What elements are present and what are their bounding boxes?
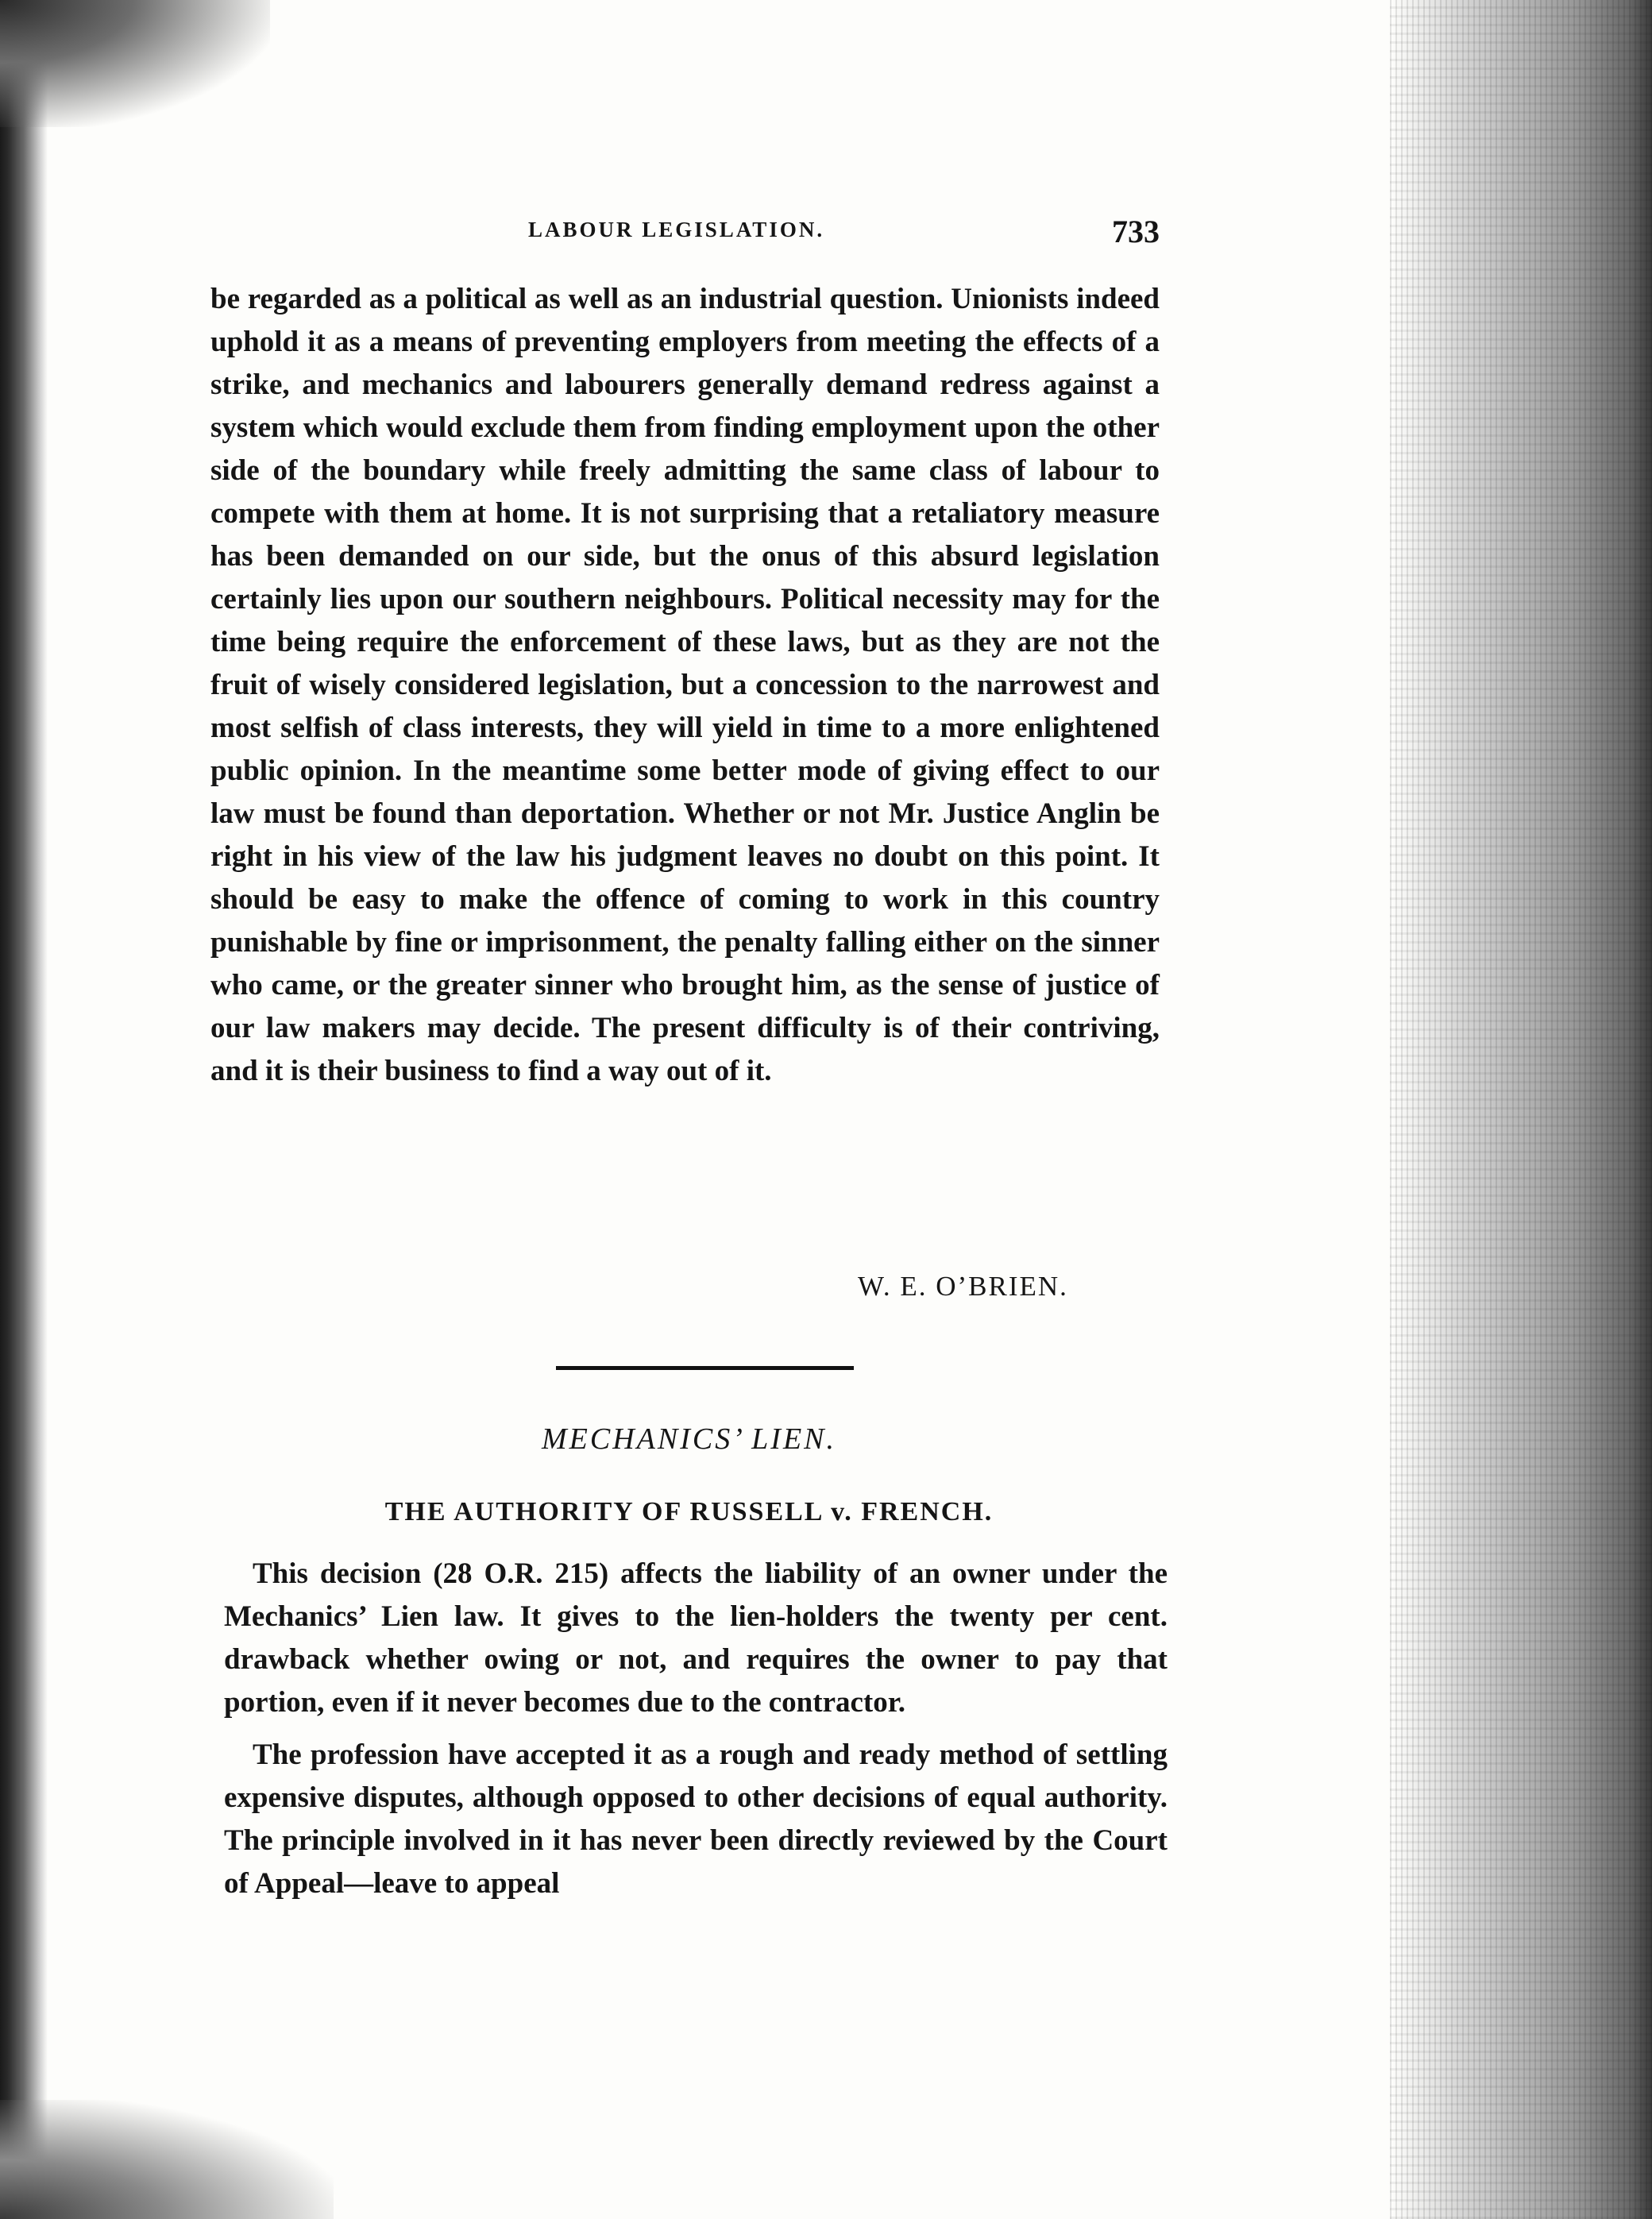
page-edge-left-shadow bbox=[0, 0, 48, 2219]
running-title: LABOUR LEGISLATION. bbox=[528, 218, 825, 241]
article-body bbox=[210, 278, 1160, 1093]
page-corner-bottom-left-shadow bbox=[0, 2100, 334, 2219]
author-signature: W. E. O’BRIEN. bbox=[858, 1271, 1068, 1302]
section-title: MECHANICS’ LIEN. bbox=[542, 1422, 836, 1456]
section-body bbox=[224, 1553, 1168, 1915]
section-paragraph: The profession have accepted it as a rough and ready method of settling expensive disputes, although opposed to other decisions of equal authority. The principle involved in it has never been directly reviewed by the Court of Appeal—leave to appeal bbox=[224, 1739, 1168, 1900]
page-number: 733 bbox=[1112, 214, 1160, 249]
section-divider bbox=[556, 1366, 854, 1370]
section-paragraph: This decision (28 O.R. 215) affects the liability of an owner under the Mechanics’ Lien law. It gives to the lien-holders the twenty per cent. drawback whether owing or not, and requires the owner to pay that portion, even if it never becomes due to the contractor. bbox=[224, 1557, 1168, 1719]
running-head bbox=[210, 213, 1160, 253]
section-subtitle: THE AUTHORITY OF RUSSELL v. FRENCH. bbox=[384, 1497, 994, 1526]
page-edge-right-shadow bbox=[1390, 0, 1652, 2219]
page-corner-top-left-shadow bbox=[0, 0, 270, 127]
article-paragraph: be regarded as a political as well as an industrial question. Unionists indeed uphold it as a means of preventing employers from meeting the effects of a strike, and mechanics and labourers generally demand redress against a system which would exclude them from finding employment upon the other side of the boundary while freely admitting the same class of labour to compete with them at home. It is not surprising that a retaliatory measure has been demanded on our side, but the onus of this absurd legislation certainly lies upon our southern neighbours. Political necessity may for the time being require the enforcement of these laws, but as they are not the fruit of wisely considered legislation, but a concession to the narrowest and most selfish of class interests, they will yield in time to a more enlightened public opinion. In the meantime some better mode of giving effect to our law must be found than deportation. Whether or not Mr. Justice Anglin be right in his view of the law his judgment leaves no doubt on this point. It should be easy to make the offence of coming to work in this country punishable by fine or imprisonment, the penalty falling either on the sinner who came, or the greater sinner who brought him, as the sense of justice of our law makers may decide. The present difficulty is of their contriving, and it is their business to find a way out of it. bbox=[210, 283, 1160, 1087]
